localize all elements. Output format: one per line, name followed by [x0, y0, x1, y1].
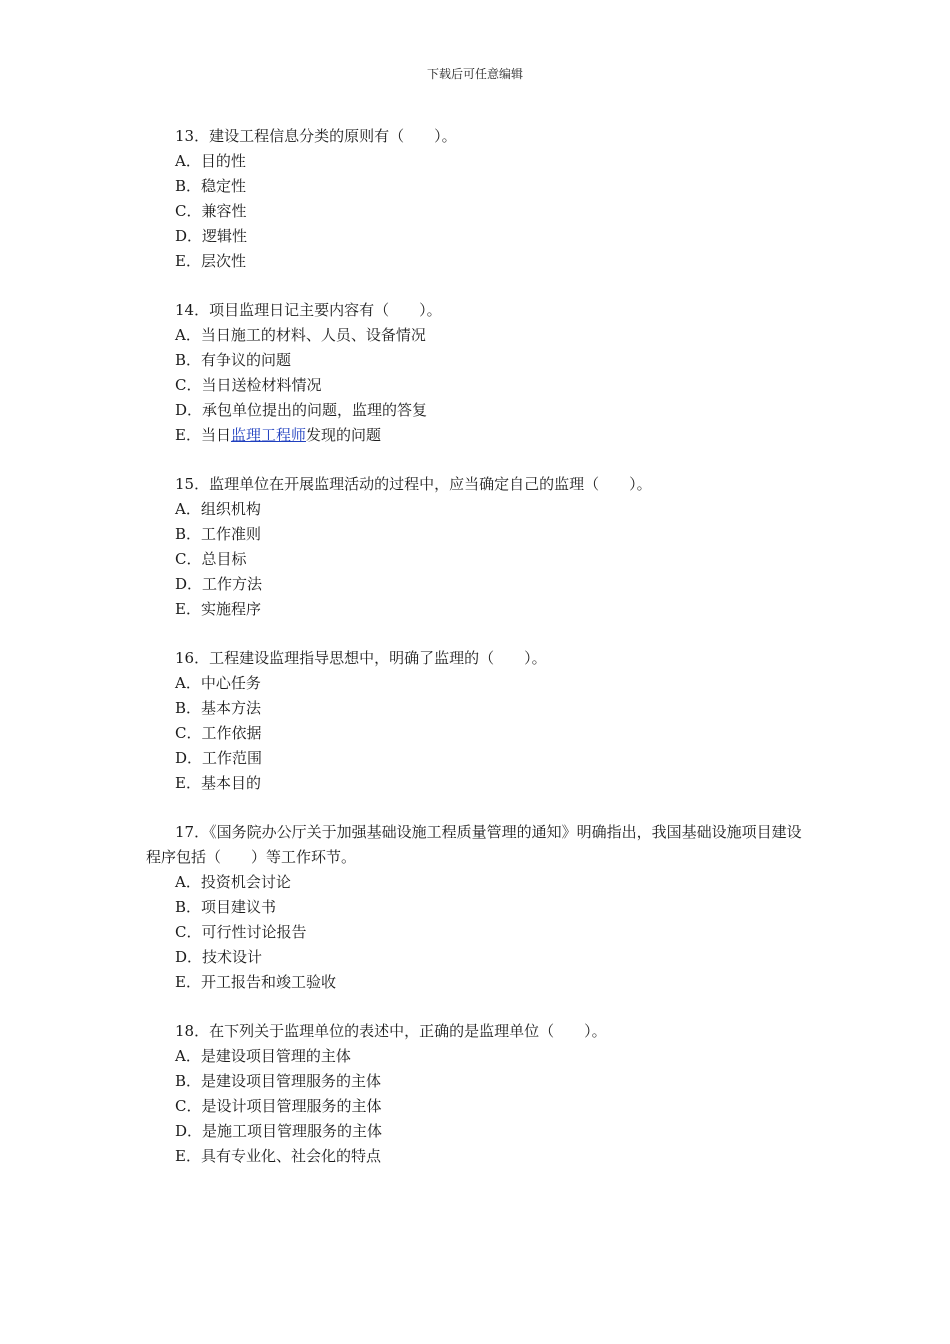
option-e-suffix: 发现的问题 [305, 426, 381, 444]
option-a: A．是建设项目管理的主体 [175, 1047, 351, 1065]
option-a: A．投资机会讨论 [175, 873, 291, 891]
question-15 [146, 472, 826, 622]
option-d: D．技术设计 [175, 948, 263, 966]
option-d: D．工作范围 [175, 749, 263, 767]
question-17 [146, 820, 826, 995]
question-14 [146, 298, 826, 448]
option-e: E．具有专业化、社会化的特点 [175, 1147, 381, 1165]
option-b: B．工作准则 [175, 525, 262, 543]
option-c: C．工作依据 [175, 724, 262, 742]
question-text: 13．建设工程信息分类的原则有（ ）。 [175, 127, 457, 145]
question-16 [146, 646, 826, 796]
document-body [146, 124, 826, 1193]
question-18 [146, 1019, 826, 1169]
option-b: B．是建设项目管理服务的主体 [175, 1072, 382, 1090]
option-e: E．开工报告和竣工验收 [175, 973, 336, 991]
option-a: A．目的性 [175, 152, 246, 170]
option-d: D．承包单位提出的问题，监理的答复 [175, 401, 428, 419]
option-e: E．层次性 [175, 252, 246, 270]
option-b: B．有争议的问题 [175, 351, 292, 369]
question-text: 18．在下列关于监理单位的表述中，正确的是监理单位（ ）。 [175, 1022, 607, 1040]
option-b: B．稳定性 [175, 177, 247, 195]
option-c: C．兼容性 [175, 202, 247, 220]
option-c: C．总目标 [175, 550, 247, 568]
option-c: C．是设计项目管理服务的主体 [175, 1097, 382, 1115]
option-a: A．组织机构 [175, 500, 261, 518]
option-a: A．当日施工的材料、人员、设备情况 [175, 326, 426, 344]
supervising-engineer-link[interactable]: 监理工程师 [230, 426, 306, 444]
option-e [146, 423, 826, 448]
option-e: E．实施程序 [175, 600, 261, 618]
option-d: D．逻辑性 [175, 227, 248, 245]
question-text: 14．项目监理日记主要内容有（ ）。 [175, 301, 442, 319]
option-d: D．是施工项目管理服务的主体 [175, 1122, 383, 1140]
question-text: 16．工程建设监理指导思想中，明确了监理的（ ）。 [175, 649, 547, 667]
option-c: C．可行性讨论报告 [175, 923, 307, 941]
question-13 [146, 124, 826, 274]
question-text: 15．监理单位在开展监理活动的过程中，应当确定自己的监理（ ）。 [175, 475, 652, 493]
page-header: 下载后可任意编辑 [426, 67, 523, 81]
option-a: A．中心任务 [175, 674, 261, 692]
option-b: B．项目建议书 [175, 898, 277, 916]
option-d: D．工作方法 [175, 575, 263, 593]
option-b: B．基本方法 [175, 699, 262, 717]
option-c: C．当日送检材料情况 [175, 376, 322, 394]
option-e-prefix: E．当日 [175, 426, 231, 444]
option-e: E．基本目的 [175, 774, 261, 792]
question-text: 17．《国务院办公厅关于加强基础设施工程质量管理的通知》明确指出，我国基础设施项目建设程序包括（ ）等工作环节。 [146, 823, 802, 866]
